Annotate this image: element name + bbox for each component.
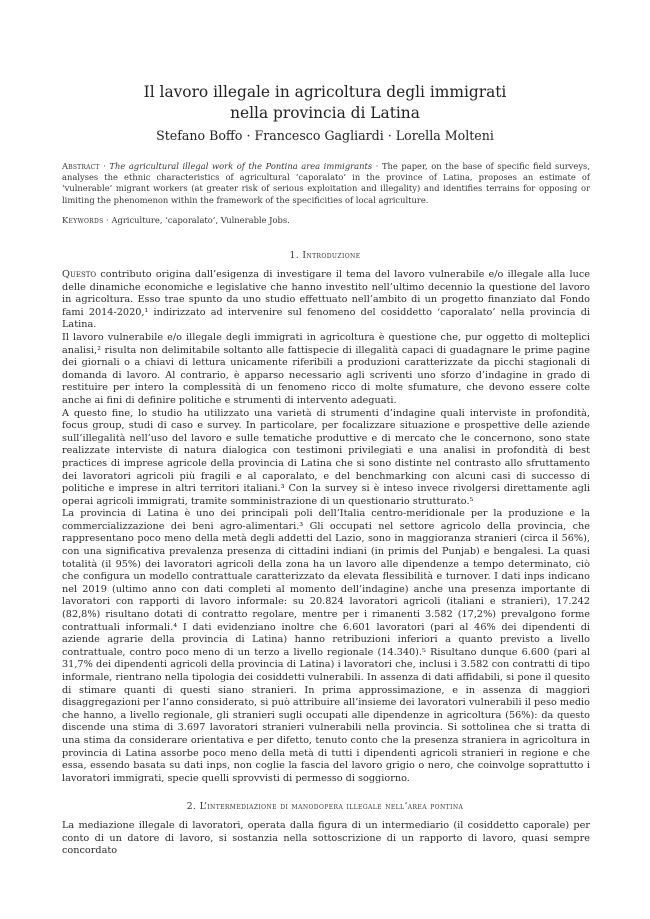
paper-title-line-2: nella provincia di Latina xyxy=(230,104,420,122)
abstract-title: The agricultural illegal work of the Pontina area immigrants xyxy=(109,161,373,171)
paragraph: Il lavoro vulnerabile e/o illegale degli immigrati in agricoltura è questione che, pur oggetto di molteplici analisi,² risulta non delimitabile soltanto alle fattispecie di illegalità capaci di guadagnare le prime pagine dei giornali o a chiavi di lettura unicamente riferibili a produzioni caratterizzate da picchi stagionali di domanda di lavoro. Al contrario, è apparso necessario agli scriventi uno sforzo d’indagine in grado di restituire per intero la complessità di un fenomeno ricco di molte sfumature, che devono essere colte anche ai fini di definire politiche e strumenti di intervento adeguati. xyxy=(62,331,590,406)
keywords xyxy=(62,215,590,226)
section-1-heading: 1. Introduzione xyxy=(289,250,361,261)
section-1-body xyxy=(62,269,590,785)
paragraph-text: contributo origina dall’esigenza di investigare il tema del lavoro vulnerabile e/o illegale alla luce delle dinamiche economiche e legislative che hanno investito nell’ultimo decennio la questione del lavoro in agricoltura. Esso trae spunto da uno studio effettuato nell’ambito di un progetto finanziato dal Fondo fami 2014-2020,¹ indirizzato ad intervenire sul fenomeno del cosiddetto ‘caporalato’ nella provincia di Latina. xyxy=(62,269,590,331)
abstract-text: · The paper, on the base of specific field surveys, analyses the ethnic characteristics of agricultural ‘caporalato’ in the province of Latina, proposes an estimate of ‘vulnerable’ migrant workers (at greater risk of serious exploitation and illegality) and identifies terrains for opposing or limiting the phenomenon within the framework of the specificities of local agriculture. xyxy=(62,161,590,205)
paper-title-line-1: Il lavoro illegale in agricoltura degli immigrati xyxy=(143,83,507,101)
abstract xyxy=(62,161,590,206)
abstract-label: Abstract xyxy=(62,161,100,171)
keywords-text: · Agriculture, ‘caporalato’, Vulnerable Jobs. xyxy=(103,215,290,225)
paragraph: La mediazione illegale di lavoratori, operata dalla figura di un intermediario (il cosiddetto caporale) per conto di un datore di lavoro, si sostanzia nella sottoscrizione di un rapporto di lavoro, quasi sempre concordato xyxy=(62,820,590,857)
paragraph-lead-word: Questo xyxy=(62,269,97,280)
abstract-separator: · xyxy=(99,161,110,171)
paragraph: A questo fine, lo studio ha utilizzato una varietà di strumenti d’indagine quali interviste in profondità, focus group, studi di caso e survey. In particolare, per focalizzare situazione e prospettive delle aziende sull’illegalità nell’uso del lavoro e sulle tematiche produttive e di mercato che le concernono, sono state realizzate interviste di natura dialogica con testimoni privilegiati e una analisi in profondità di best practices di imprese agricole della provincia di Latina che si sono distinte nel contrasto allo sfruttamento dei lavoratori agricoli più fragili e al caporalato, e del benchmarking con alcuni casi di successo di politiche e imprese in altri territori italiani.³ Con la survey si è inteso invece rivolgersi direttamente agli operai agricoli immigrati, tramite somministrazione di un questionario strutturato.⁵ xyxy=(62,407,590,507)
paragraph: La provincia di Latina è uno dei principali poli dell’Italia centro-meridionale per la produzione e la commercializzazione dei beni agro-alimentari.³ Gli occupati nel settore agricolo della provincia, che rappresentano poco meno della metà degli addetti del Lazio, sono in maggioranza stranieri (circa il 56%), con una significativa prevalenza presenza di cittadini indiani (in primis del Punjab) e bengalesi. La quasi totalità (il 95%) dei lavoratori agricoli della zona ha un lavoro alle dipendenze a tempo determinato, ciò che configura un modello contrattuale caratterizzato da elevata flessibilità e turnover. I dati inps indicano nel 2019 (ultimo anno con dati completi al momento dell’indagine) anche una presenza importante di lavoratori con rapporti di lavoro informale: su 20.824 lavoratori agricoli (italiani e stranieri), 17.242 (82,8%) risultano dotati di contratto regolare, mentre per i rimanenti 3.582 (17,2%) prevalgono forme contrattuali informali.⁴ I dati evidenziano inoltre che 6.601 lavoratori (pari al 46% dei dipendenti di aziende agrarie della provincia di Latina) hanno retribuzioni inferiori a quanto previsto a livello contrattuale, contro poco meno di un terzo a livello regionale (14.340).⁵ Risultano dunque 6.600 (pari al 31,7% dei dipendenti agricoli della provincia di Latina) i lavoratori che, inclusi i 3.582 con contratti di tipo informale, rientrano nella tipologia dei cosiddetti vulnerabili. In assenza di dati affidabili, si pone il quesito di stimare quanti di questi siano stranieri. In prima approssimazione, e in assenza di maggiori disaggregazioni per l’anno considerato, si può attribuire all’insieme dei lavoratori vulnerabili il peso medio che hanno, a livello regionale, gli stranieri sugli occupati alle dipendenze in agricoltura (56%): da questo discende una stima di 3.697 lavoratori stranieri vulnerabili nella provincia. Si sottolinea che si tratta di una stima da considerare orientativa e per difetto, tenuto conto che la presenza straniera in agricoltura in provincia di Latina assorbe poco meno della metà di tutti i dipendenti agricoli stranieri in regione e che essa, essendo basata su dati inps, non coglie la fascia del lavoro grigio o nero, che coinvolge soprattutto i lavoratori immigrati, specie quelli sprovvisti di permesso di soggiorno. xyxy=(62,508,590,784)
keywords-label: Keywords xyxy=(62,215,104,225)
section-2-body xyxy=(62,820,590,858)
paragraph xyxy=(62,269,590,332)
authors: Stefano Boffo · Francesco Gagliardi · Lorella Molteni xyxy=(156,128,494,143)
section-2-heading: 2. L’intermediazione di manodopera illegale nell’area pontina xyxy=(186,801,464,812)
